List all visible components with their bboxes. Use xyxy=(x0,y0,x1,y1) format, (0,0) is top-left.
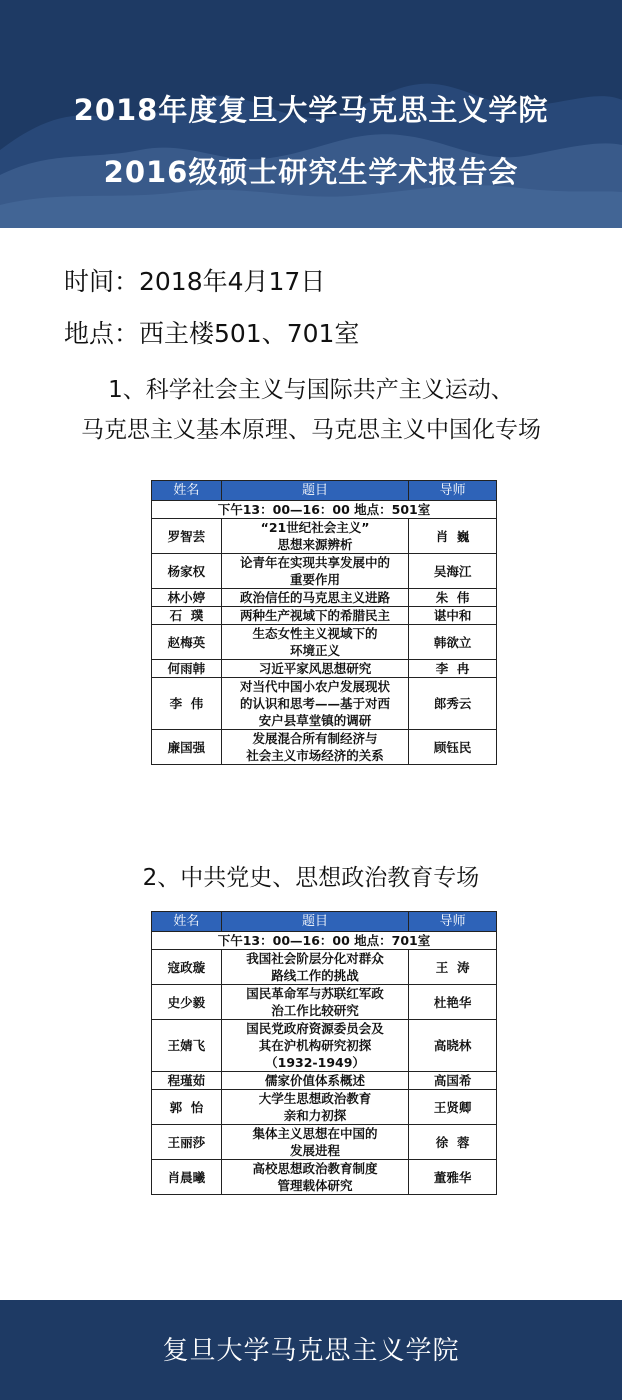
section-2-title xyxy=(0,858,622,898)
topic-line: 对当代中国小农户发展现状 xyxy=(240,679,391,694)
column-header-topic: 题目 xyxy=(221,912,408,932)
topic-line: 集体主义思想在中国的 xyxy=(252,1126,378,1141)
header-title-line2: 2016级硕士研究生学术报告会 xyxy=(103,155,519,189)
topic-line: 两种生产视域下的希腊民主 xyxy=(240,608,391,623)
topic-line: 治工作比较研究 xyxy=(271,1003,359,1018)
report-topic xyxy=(221,985,408,1020)
topic-line: 生态女性主义视域下的 xyxy=(252,626,378,641)
topic-line: 发展进程 xyxy=(290,1143,341,1158)
report-topic xyxy=(221,1125,408,1160)
schedule-table-1 xyxy=(151,480,497,765)
table-row xyxy=(152,1125,497,1160)
topic-line: 路线工作的挑战 xyxy=(271,968,359,983)
student-name: 李 伟 xyxy=(152,678,222,730)
student-name: 王丽莎 xyxy=(152,1125,222,1160)
report-topic xyxy=(221,678,408,730)
table-header-row xyxy=(152,912,497,932)
advisor-name: 王贤卿 xyxy=(409,1090,497,1125)
topic-line: 习近平家风思想研究 xyxy=(258,661,372,676)
table-row xyxy=(152,554,497,589)
student-name: 廉国强 xyxy=(152,730,222,765)
student-name: 寇政璇 xyxy=(152,950,222,985)
advisor-name: 韩欲立 xyxy=(409,625,497,660)
topic-line: 管理载体研究 xyxy=(277,1178,353,1193)
section-1-title xyxy=(0,370,622,450)
report-topic xyxy=(221,625,408,660)
schedule-table-2 xyxy=(151,911,497,1195)
session-info: 下午13：00—16：00 地点：701室 xyxy=(152,932,497,950)
table-header-row xyxy=(152,481,497,501)
table-row xyxy=(152,519,497,554)
column-header-name: 姓名 xyxy=(152,481,222,501)
report-topic xyxy=(221,1020,408,1072)
section-1-title-line2: 马克思主义基本原理、马克思主义中国化专场 xyxy=(81,417,541,443)
topic-line: 国民党政府资源委员会及 xyxy=(246,1021,384,1036)
table-row xyxy=(152,1160,497,1195)
topic-line: 重要作用 xyxy=(290,572,341,587)
table-row xyxy=(152,1020,497,1072)
student-name: 程瑾茹 xyxy=(152,1072,222,1090)
section-1-title-line1: 1、科学社会主义与国际共产主义运动、 xyxy=(108,377,514,403)
table-row xyxy=(152,1090,497,1125)
student-name: 杨家权 xyxy=(152,554,222,589)
advisor-name: 徐 蓉 xyxy=(409,1125,497,1160)
student-name: 肖晨曦 xyxy=(152,1160,222,1195)
table-row xyxy=(152,660,497,678)
advisor-name: 顾钰民 xyxy=(409,730,497,765)
session-info: 下午13：00—16：00 地点：501室 xyxy=(152,501,497,519)
advisor-name: 朱 伟 xyxy=(409,589,497,607)
report-topic xyxy=(221,730,408,765)
session-row xyxy=(152,932,497,950)
topic-line: 环境正义 xyxy=(290,643,341,658)
topic-line: （1932-1949） xyxy=(265,1055,365,1070)
session-row xyxy=(152,501,497,519)
topic-line: “21世纪社会主义” xyxy=(260,520,370,535)
advisor-name: 高晓林 xyxy=(409,1020,497,1072)
report-topic xyxy=(221,950,408,985)
topic-line: 亲和力初探 xyxy=(283,1108,347,1123)
topic-line: 大学生思想政治教育 xyxy=(258,1091,372,1106)
report-topic xyxy=(221,554,408,589)
student-name: 何雨韩 xyxy=(152,660,222,678)
advisor-name: 肖 巍 xyxy=(409,519,497,554)
student-name: 林小婷 xyxy=(152,589,222,607)
header-banner xyxy=(0,0,622,228)
table-row xyxy=(152,625,497,660)
advisor-name: 郎秀云 xyxy=(409,678,497,730)
topic-line: 国民革命军与苏联红军政 xyxy=(246,986,384,1001)
advisor-name: 李 冉 xyxy=(409,660,497,678)
student-name: 史少毅 xyxy=(152,985,222,1020)
table-row xyxy=(152,589,497,607)
topic-line: 的认识和思考——基于对西 xyxy=(240,696,391,711)
event-place: 地点：西主楼501、701室 xyxy=(64,319,360,348)
table-row xyxy=(152,950,497,985)
student-name: 王婧飞 xyxy=(152,1020,222,1072)
advisor-name: 杜艳华 xyxy=(409,985,497,1020)
footer-banner xyxy=(0,1300,622,1400)
topic-line: 政治信任的马克思主义进路 xyxy=(240,590,391,605)
table-row xyxy=(152,985,497,1020)
topic-line: 发展混合所有制经济与 xyxy=(252,731,378,746)
table-row xyxy=(152,607,497,625)
topic-line: 论青年在实现共享发展中的 xyxy=(240,555,391,570)
column-header-advisor: 导师 xyxy=(409,912,497,932)
report-topic xyxy=(221,1090,408,1125)
report-topic xyxy=(221,660,408,678)
report-topic xyxy=(221,1160,408,1195)
advisor-name: 王 涛 xyxy=(409,950,497,985)
event-time: 时间：2018年4月17日 xyxy=(64,267,326,296)
footer-institution: 复旦大学马克思主义学院 xyxy=(162,1336,460,1366)
topic-line: 我国社会阶层分化对群众 xyxy=(246,951,384,966)
column-header-advisor: 导师 xyxy=(409,481,497,501)
report-topic xyxy=(221,589,408,607)
table-row xyxy=(152,678,497,730)
report-topic xyxy=(221,519,408,554)
advisor-name: 高国希 xyxy=(409,1072,497,1090)
student-name: 罗智芸 xyxy=(152,519,222,554)
column-header-topic: 题目 xyxy=(221,481,408,501)
student-name: 郭 怡 xyxy=(152,1090,222,1125)
student-name: 石 璞 xyxy=(152,607,222,625)
advisor-name: 董雅华 xyxy=(409,1160,497,1195)
topic-line: 儒家价值体系概述 xyxy=(265,1073,366,1088)
table-row xyxy=(152,1072,497,1090)
advisor-name: 吴海江 xyxy=(409,554,497,589)
topic-line: 社会主义市场经济的关系 xyxy=(246,748,384,763)
topic-line: 高校思想政治教育制度 xyxy=(252,1161,378,1176)
topic-line: 安户县草堂镇的调研 xyxy=(258,713,372,728)
topic-line: 其在沪机构研究初探 xyxy=(258,1038,372,1053)
report-topic xyxy=(221,607,408,625)
table-row xyxy=(152,730,497,765)
student-name: 赵梅英 xyxy=(152,625,222,660)
header-title-line1: 2018年度复旦大学马克思主义学院 xyxy=(73,93,549,127)
column-header-name: 姓名 xyxy=(152,912,222,932)
report-topic xyxy=(221,1072,408,1090)
topic-line: 思想来源辨析 xyxy=(277,537,353,552)
advisor-name: 谌中和 xyxy=(409,607,497,625)
section-2-title-line1: 2、中共党史、思想政治教育专场 xyxy=(142,865,480,891)
